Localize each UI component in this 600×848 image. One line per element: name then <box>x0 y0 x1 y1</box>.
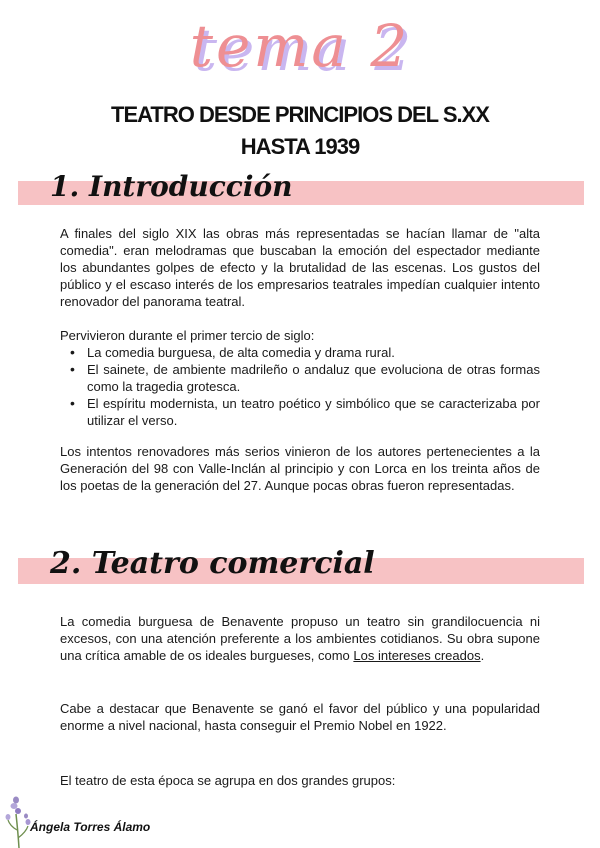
page-heading-line2: HASTA 1939 <box>240 134 360 159</box>
author-name: Ángela Torres Álamo <box>30 820 151 834</box>
section1-paragraph-2: Pervivieron durante el primer tercio de siglo: <box>60 328 315 343</box>
section1-title: 1. Introducción <box>50 170 293 203</box>
script-title: tema 2 <box>189 12 411 80</box>
work-title-link[interactable]: Los intereses creados <box>353 648 481 663</box>
list-item: • El sainete, de ambiente madrileño o andaluz que evoluciona de otras formas como la tragedia grotesca. <box>60 361 540 395</box>
list-item: • El espíritu modernista, un teatro poético y simbólico que se caracterizaba por utilizar el verso. <box>60 395 540 429</box>
section2-title: 2. Teatro comercial <box>50 546 375 581</box>
section1-paragraph-3: Los intentos renovadores más serios vinieron de los autores pertenecientes a la Generación del 98 con Valle-Inclán al principio y con Lorca en los treinta años de los poetas de la generación del 27. Aunque pocas obras fueron representadas. <box>60 444 540 493</box>
list-item: • La comedia burguesa, de alta comedia y drama rural. <box>60 344 540 361</box>
section1-paragraph-1: A finales del siglo XIX las obras más representadas se hacían llamar de "alta comedia". eran melodramas que buscaban la emoción del espectador mediante los abundantes golpes de efecto y la brutalidad de las escenas. Los gustos del público y el escaso interés de los empresarios teatrales impedían cualquier intento renovador del panorama teatral. <box>60 226 540 309</box>
paragraph-text-end: . <box>480 648 485 663</box>
section2-paragraph-3: El teatro de esta época se agrupa en dos grandes grupos: <box>60 773 396 788</box>
paragraph-text: La comedia burguesa de Benavente propuso un teatro sin grandilocuencia ni excesos, con una atención preferente a los ambientes cotidianos. Su obra supone una crítica amable de os ideales burgueses, como <box>60 614 540 663</box>
section2-paragraph-2: Cabe a destacar que Benavente se ganó el favor del público y una popularidad enorme a nivel nacional, hasta conseguir el Premio Nobel en 1922. <box>60 701 540 733</box>
section1-bullet-list <box>60 344 540 429</box>
page-heading-line1: TEATRO DESDE PRINCIPIOS DEL S.XX <box>111 102 489 127</box>
section2-paragraph-1 <box>60 613 540 664</box>
